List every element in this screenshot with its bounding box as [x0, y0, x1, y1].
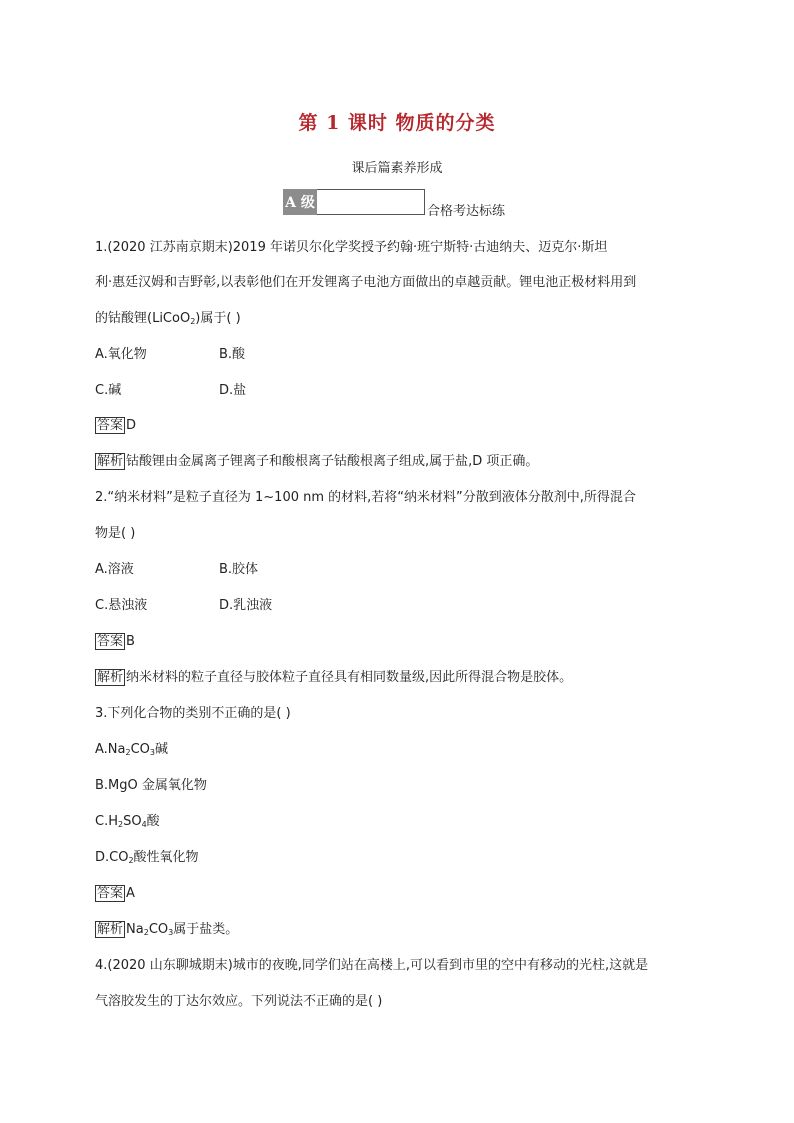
- analysis-label: 解析: [97, 670, 124, 685]
- q1-line-3: 的钴酸锂(LiCoO$_2$)属于( ): [95, 311, 241, 326]
- q3-analysis: 解析 $Na_2CO_3$属于盐类。: [97, 922, 239, 937]
- q1-option-c: C.碱: [95, 383, 122, 398]
- q1-option-a: A.氧化物: [95, 347, 147, 362]
- q1-line-1: 1.(2020 江苏南京期末)2019 年诺贝尔化学奖授予约翰·班宁斯特·古迪纳夫、迈克尔·斯坦: [95, 240, 608, 255]
- level-banner: [283, 187, 506, 219]
- q3-option-c: $C.H_2SO_4$酸: [95, 814, 160, 829]
- q2-analysis: 解析 纳米材料的粒子直径与胶体粒子直径具有相同数量级,因此所得混合物是胶体。: [97, 670, 573, 685]
- q1-option-d: D.盐: [219, 383, 247, 398]
- q2-option-c: C.悬浊液: [95, 598, 148, 613]
- level-tag: A 级: [283, 189, 317, 215]
- answer-label: 答案: [97, 886, 124, 901]
- answer-label: 答案: [97, 634, 124, 649]
- q2-option-d: D.乳浊液: [219, 598, 273, 613]
- q1-analysis: 解析 钴酸锂由金属离子锂离子和酸根离子钴酸根离子组成,属于盐,D 项正确。: [97, 454, 539, 469]
- analysis-label: 解析: [97, 454, 124, 469]
- q2-option-a: A.溶液: [95, 562, 134, 577]
- q1-answer: 答案 D: [97, 418, 137, 433]
- q3-option-a: $A.Na_2CO_3$碱: [95, 742, 169, 757]
- q1-option-b: B.酸: [219, 347, 246, 362]
- page-title: 第 1 课时 物质的分类: [298, 112, 496, 134]
- q3-option-d: $D.CO_2$酸性氧化物: [95, 850, 199, 865]
- q1-options-ab: [95, 347, 147, 363]
- q2-answer: 答案 B: [97, 634, 135, 649]
- q2-line-2: 物是( ): [95, 526, 136, 541]
- q3-option-b: B.MgO 金属氧化物: [95, 778, 207, 793]
- q3-answer: 答案 A: [97, 886, 135, 901]
- q4-line-2: 气溶胶发生的丁达尔效应。下列说法不正确的是( ): [95, 994, 383, 1009]
- page-subtitle: 课后篇素养形成: [351, 161, 443, 176]
- q1-line-2: 利·惠廷汉姆和吉野彰,以表彰他们在开发锂离子电池方面做出的卓越贡献。锂电池正极材料用到: [95, 275, 637, 290]
- level-label: 合格考达标练: [427, 204, 506, 219]
- q4-line-1: 4.(2020 山东聊城期末)城市的夜晚,同学们站在高楼上,可以看到市里的空中有移动的光柱,这就是: [95, 958, 649, 973]
- level-box: [317, 189, 425, 215]
- q2-option-b: B.胶体: [219, 562, 259, 577]
- q3-stem: 3.下列化合物的类别不正确的是( ): [95, 706, 291, 721]
- analysis-label: 解析: [97, 922, 124, 937]
- q2-line-1: 2.“纳米材料”是粒子直径为 1~100 nm 的材料,若将“纳米材料”分散到液体分散剂中,所得混合: [95, 490, 636, 505]
- answer-label: 答案: [97, 418, 124, 433]
